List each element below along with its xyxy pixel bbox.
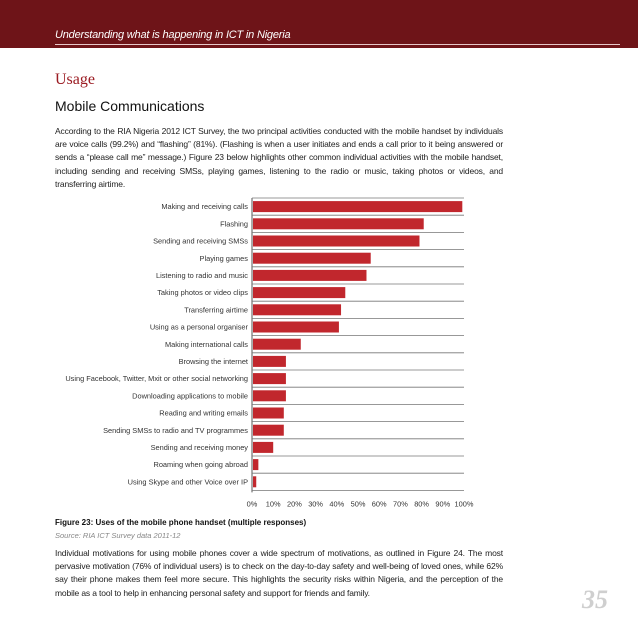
bar-15 bbox=[253, 459, 258, 470]
bar-5 bbox=[253, 287, 345, 298]
section-title: Usage bbox=[55, 71, 95, 88]
bar-14 bbox=[253, 442, 273, 453]
category-label: Listening to radio and music bbox=[155, 271, 248, 280]
bar-8 bbox=[253, 339, 301, 350]
bar-3 bbox=[253, 253, 371, 264]
x-tick-label: 80% bbox=[414, 499, 429, 509]
x-tick-label: 30% bbox=[308, 499, 323, 509]
figure-source: Source: RIA ICT Survey data 2011-12 bbox=[55, 531, 181, 540]
subsection-title: Mobile Communications bbox=[55, 98, 205, 114]
motivation-paragraph: Individual motivations for using mobile phones cover a wide spectrum of motivations, as outlined in Figure 24. The most pervasive motivation (76% of individual users) is to check on the day-to-day safety and well-being of loved ones, while 62% say their phone makes them feel more secure. This highlights the security risks within Nigeria, and the perception of the mobile as a tool to help in enhancing personal safety and support for friends and family. bbox=[55, 548, 503, 598]
category-label: Sending and receiving SMSs bbox=[153, 236, 248, 246]
bar-9 bbox=[253, 356, 286, 367]
category-label: Sending and receiving money bbox=[150, 443, 248, 452]
x-tick-label: 50% bbox=[350, 499, 366, 509]
running-header: Understanding what is happening in ICT in Nigeria bbox=[55, 29, 291, 41]
intro-paragraph: According to the RIA Nigeria 2012 ICT Survey, the two principal activities conducted with the mobile handset by individuals are voice calls (99.2%) and “flashing” (81%). (Flashing is when a user initiates and ends a call prior to it being answered or sends a “please call me” message.) Figure 23 below highlights other common individual activities with the mobile handset, including sending and receiving SMSs, playing games, listening to the radio or music, taking photos or videos, and transferring airtime. bbox=[55, 126, 503, 189]
category-label: Reading and writing emails bbox=[159, 408, 248, 418]
bar-0 bbox=[253, 201, 462, 212]
header-rule bbox=[55, 44, 620, 45]
category-label: Flashing bbox=[220, 219, 248, 229]
bar-12 bbox=[253, 408, 284, 419]
x-tick-label: 10% bbox=[265, 499, 281, 509]
x-tick-label: 70% bbox=[393, 499, 408, 509]
usage-bar-chart bbox=[50, 196, 500, 514]
bar-1 bbox=[253, 218, 424, 229]
bar-7 bbox=[253, 322, 339, 333]
category-label: Downloading applications to mobile bbox=[132, 391, 248, 401]
category-label: Taking photos or video clips bbox=[157, 288, 248, 298]
bar-6 bbox=[253, 304, 341, 315]
category-label: Using Skype and other Voice over IP bbox=[127, 477, 248, 487]
category-label: Making international calls bbox=[165, 339, 248, 349]
bar-16 bbox=[253, 476, 256, 487]
x-tick-label: 100% bbox=[454, 499, 474, 509]
figure-caption: Figure 23: Uses of the mobile phone handset (multiple responses) bbox=[55, 518, 307, 527]
category-label: Making and receiving calls bbox=[161, 202, 248, 212]
category-label: Browsing the internet bbox=[178, 357, 248, 366]
category-label: Playing games bbox=[199, 253, 248, 263]
x-tick-label: 40% bbox=[329, 499, 345, 509]
x-tick-label: 60% bbox=[371, 499, 387, 509]
bar-11 bbox=[253, 390, 286, 401]
category-label: Using as a personal organiser bbox=[149, 322, 248, 332]
bar-2 bbox=[253, 236, 419, 247]
category-label: Transferring airtime bbox=[184, 305, 248, 315]
bar-4 bbox=[253, 270, 366, 281]
bar-13 bbox=[253, 425, 284, 436]
x-tick-label: 0% bbox=[246, 499, 258, 509]
x-tick-label: 90% bbox=[435, 499, 451, 509]
page-number: 35 bbox=[582, 585, 608, 614]
category-label: Roaming when going abroad bbox=[153, 460, 248, 470]
x-tick-label: 20% bbox=[287, 499, 302, 509]
category-label: Sending SMSs to radio and TV programmes bbox=[103, 425, 248, 435]
bar-10 bbox=[253, 373, 286, 384]
category-label: Using Facebook, Twitter, Mxit or other social networking bbox=[65, 374, 248, 384]
